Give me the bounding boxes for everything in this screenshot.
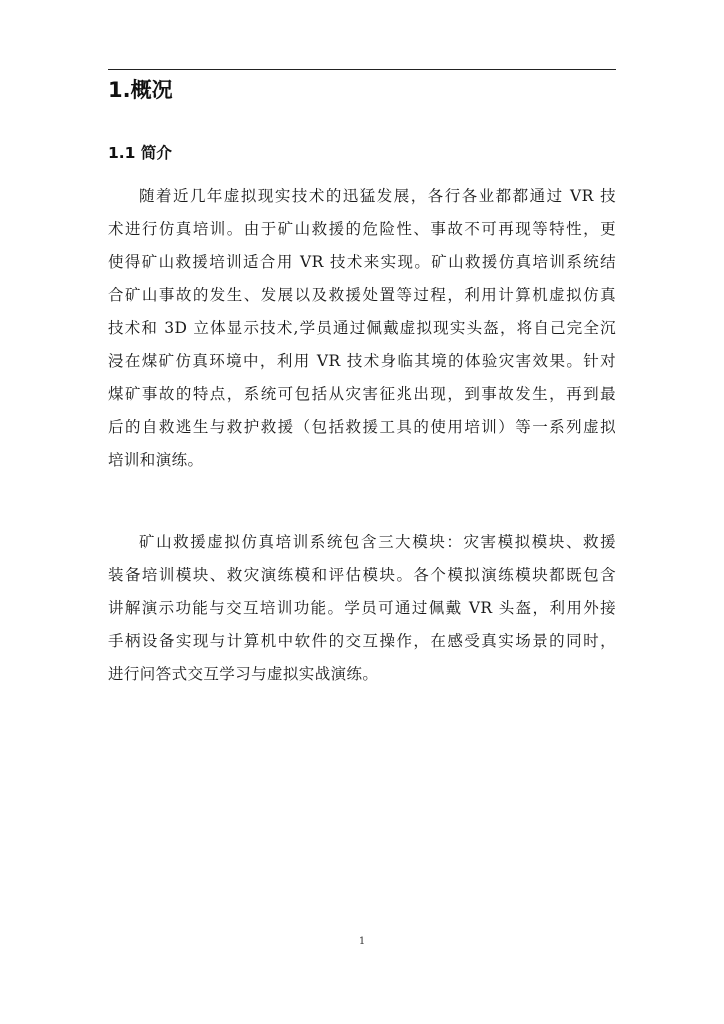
header-rule [108, 69, 616, 70]
paragraph-line: 矿山救援虚拟仿真培训系统包含三大模块：灾害模拟模块、救援 [139, 533, 616, 551]
paragraph-line: 进行问答式交互学习与虚拟实战演练。 [108, 665, 379, 683]
paragraph-line: 讲解演示功能与交互培训功能。学员可通过佩戴 VR 头盔，利用外接 [108, 599, 616, 617]
paragraph-line: 后的自救逃生与救护救援（包括救援工具的使用培训）等一系列虚拟 [108, 418, 616, 436]
paragraph-intro [108, 180, 616, 477]
paragraph-line: 浸在煤矿仿真环境中，利用 VR 技术身临其境的体验灾害效果。针对 [108, 352, 616, 370]
paragraph-line: 手柄设备实现与计算机中软件的交互操作，在感受真实场景的同时， [108, 632, 616, 650]
paragraph-line: 随着近几年虚拟现实技术的迅猛发展，各行各业都都通过 VR 技 [139, 187, 616, 205]
section-heading: 1.概况 [108, 78, 173, 102]
paragraph-line: 培训和演练。 [108, 451, 204, 469]
paragraph-line: 技术和 3D 立体显示技术,学员通过佩戴虚拟现实头盔，将自己完全沉 [108, 319, 616, 337]
paragraph-line: 煤矿事故的特点，系统可包括从灾害征兆出现，到事故发生，再到最 [108, 385, 616, 403]
paragraph-line: 术进行仿真培训。由于矿山救援的危险性、事故不可再现等特性，更 [108, 220, 616, 238]
paragraph-line: 使得矿山救援培训适合用 VR 技术来实现。矿山救援仿真培训系统结 [108, 253, 616, 271]
page-number: 1 [358, 936, 366, 947]
subsection-heading: 1.1 简介 [108, 144, 172, 162]
paragraph-modules [108, 526, 616, 691]
paragraph-line: 装备培训模块、救灾演练模和评估模块。各个模拟演练模块都既包含 [108, 566, 616, 584]
paragraph-line: 合矿山事故的发生、发展以及救援处置等过程，利用计算机虚拟仿真 [108, 286, 616, 304]
